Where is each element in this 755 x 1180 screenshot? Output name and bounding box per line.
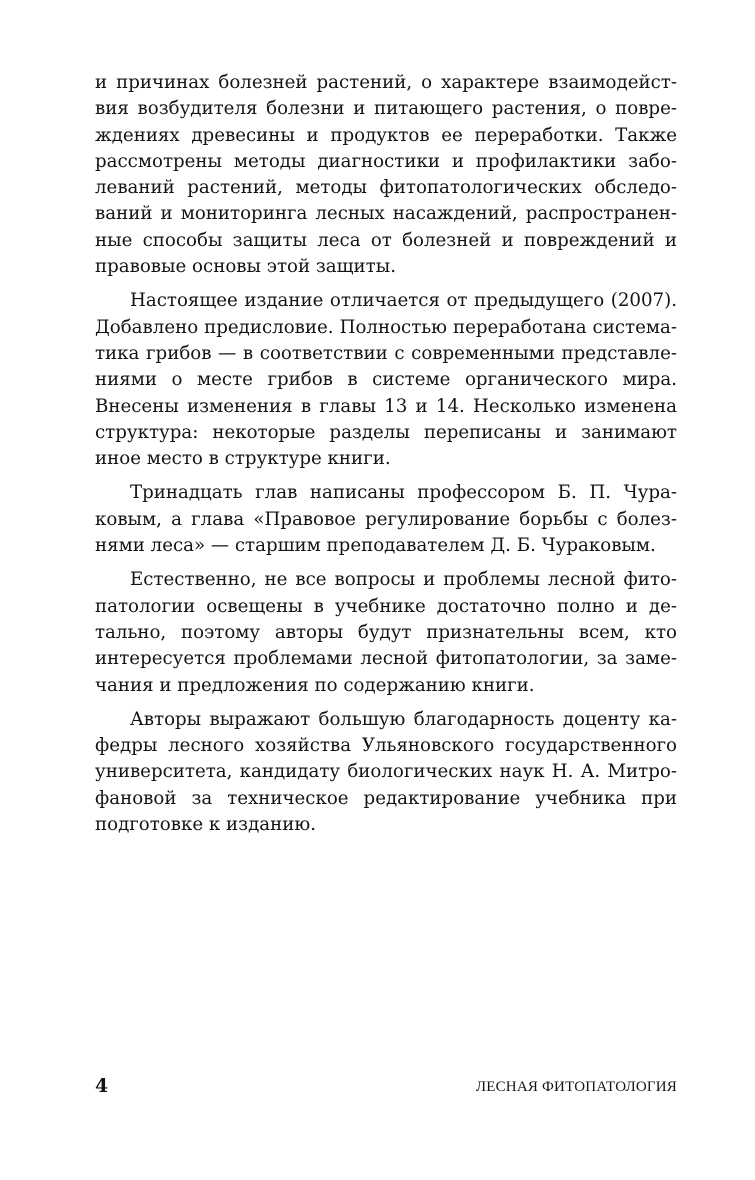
- page-footer: [95, 1074, 677, 1098]
- paragraph-acknowledgements: Авторы выражают большую благодарность доценту кафедры лесного хозяйства Ульяновского государственного университета, кандидату биологических наук Н. А. Митрофановой за техническое редактирование учебника при подготовке к изданию.: [95, 708, 677, 836]
- paragraph-continuation: и причинах болезней растений, о характере взаимодействия возбудителя болезни и питающего растения, о повреждениях древесины и продуктов ее переработки. Также рассмотрены методы диагностики и профилактики заболеваний растений, методы фитопатологических обследований и мониторинга лесных насаждений, распространенные способы защиты леса от болезней и повреждений и правовые основы этой защиты.: [95, 72, 677, 278]
- running-title: ЛЕСНАЯ ФИТОПАТОЛОГИЯ: [475, 1079, 677, 1095]
- paragraph-feedback: Естественно, не все вопросы и проблемы лесной фитопатологии освещены в учебнике достаточно полно и детально, поэтому авторы будут признательны всем, кто интересуется проблемами лесной фитопатологии, за замечания и предложения по содержанию книги.: [95, 569, 677, 696]
- paragraph-authorship: Тринадцать глав написаны профессором Б. П. Чураковым, а глава «Правовое регулирование борьбы с болезнями леса» — старшим преподавателем Д. Б. Чураковым.: [95, 482, 677, 557]
- page-body: [95, 70, 677, 838]
- page-number: 4: [95, 1075, 109, 1097]
- paragraph-edition-changes: Настоящее издание отличается от предыдущего (2007). Добавлено предисловие. Полностью переработана систематика грибов — в соответствии с современными представлениями о месте грибов в системе органического мира. Внесены изменения в главы 13 и 14. Несколько изменена структура: некоторые разделы переписаны и занимают иное место в структуре книги.: [95, 290, 677, 470]
